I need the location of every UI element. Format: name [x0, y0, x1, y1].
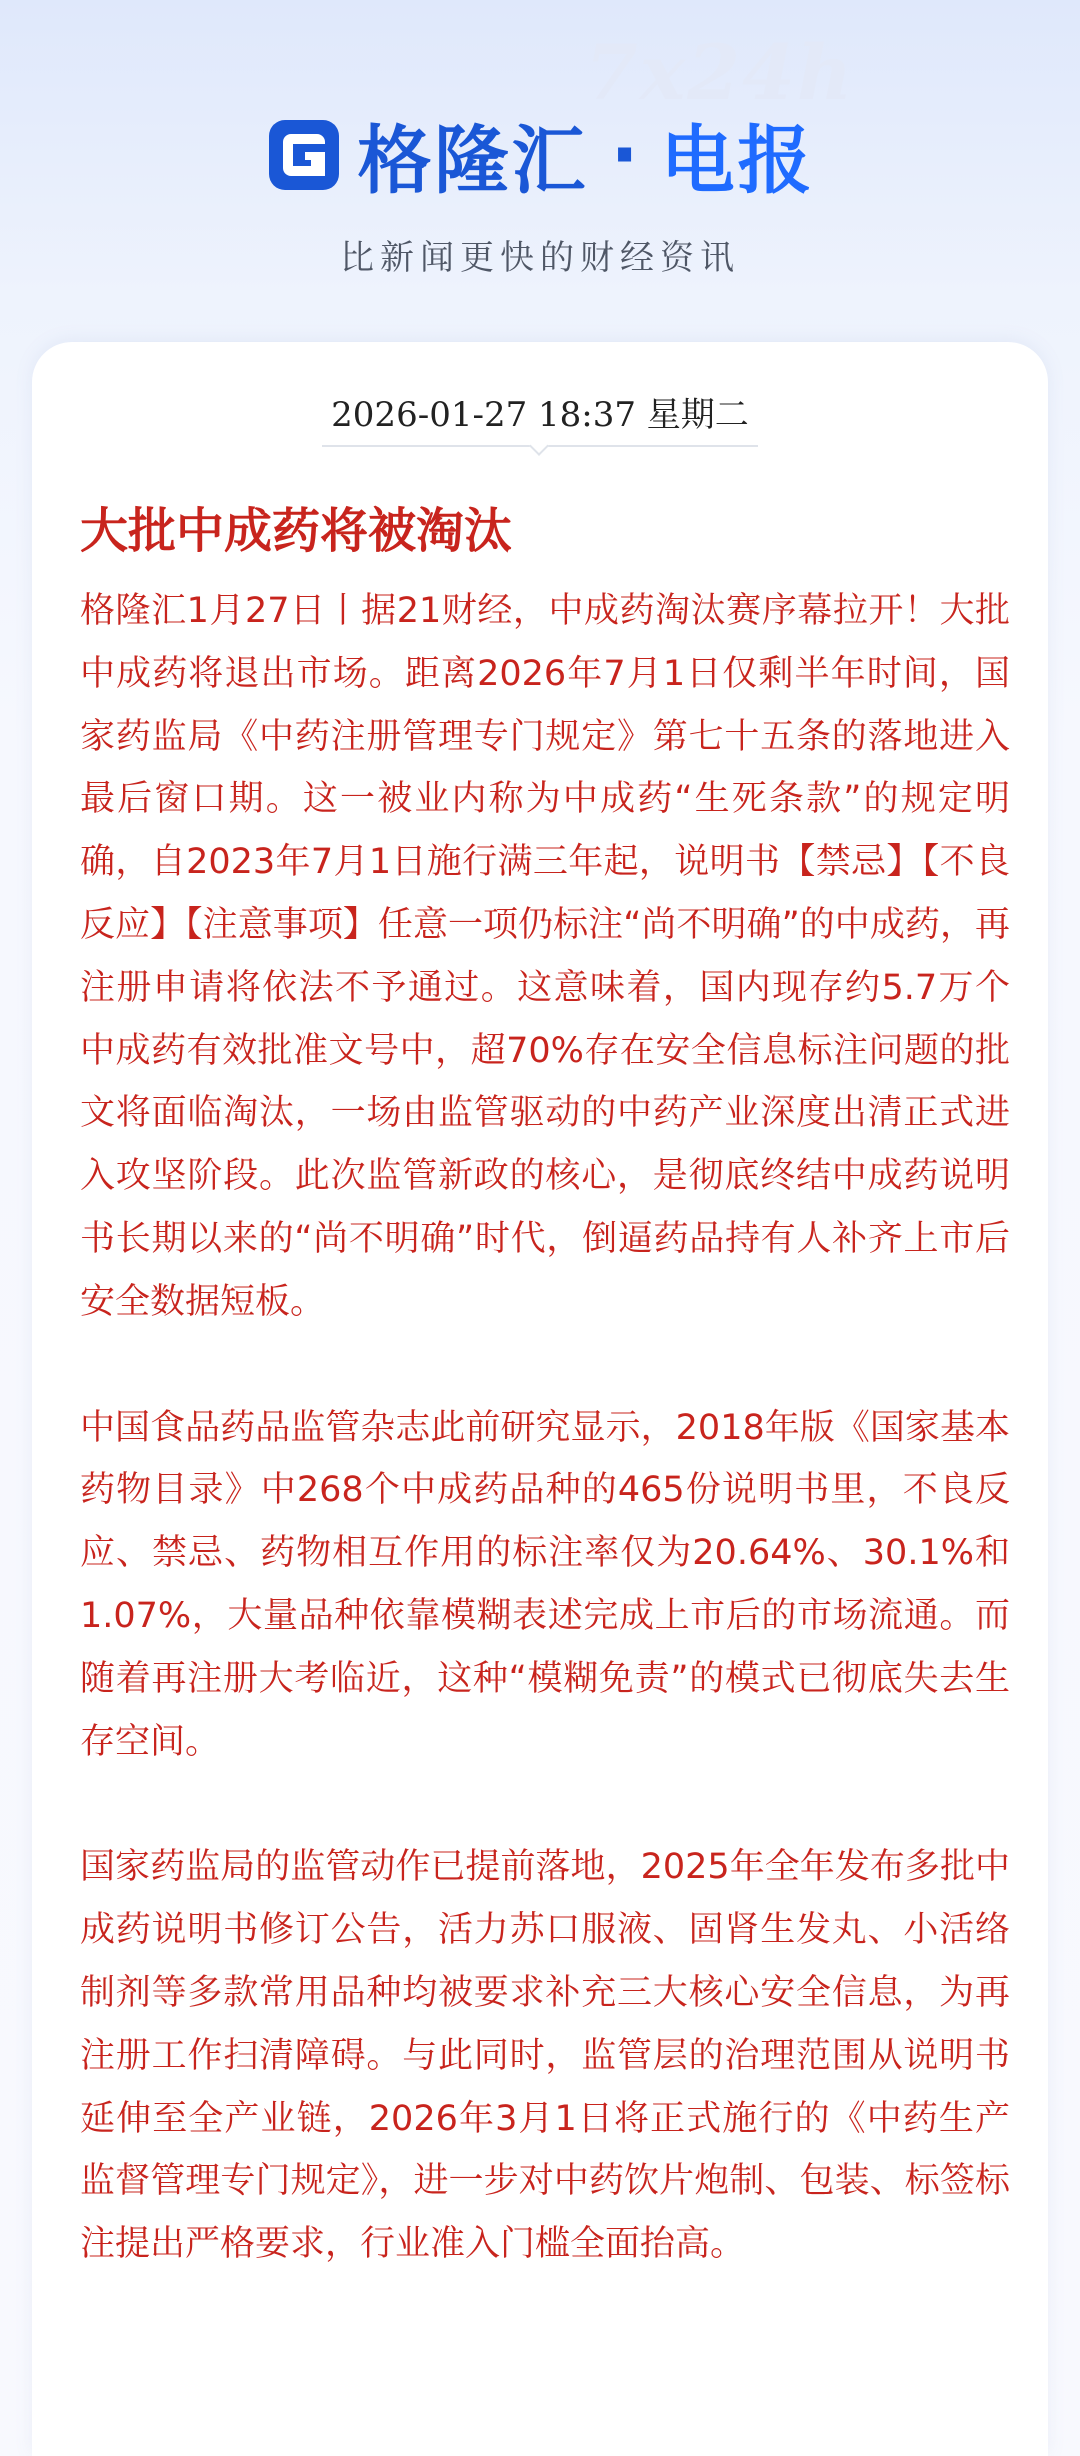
brand-name: 格隆汇: [357, 118, 589, 204]
publish-datetime: 2026-01-27 18:37 星期二: [331, 395, 749, 435]
news-card: [32, 342, 1048, 2456]
brand-logo-icon: [265, 116, 343, 194]
brand-suffix: 电报: [660, 118, 815, 204]
article-body: [80, 580, 1010, 2339]
brand-separator: ·: [610, 112, 639, 198]
article-paragraph: 国家药监局的监管动作已提前落地，2025年全年发布多批中成药说明书修订公告，活力苏口服液、固肾生发丸、小活络制剂等多款常用品种均被要求补充三大核心安全信息，为再注册工作扫清障碍。与此同时，监管层的治理范围从说明书延伸至全产业链，2026年3月1日将正式施行的《中药生产监督管理专门规定》，进一步对中药饮片炮制、包装、标签标注提出严格要求，行业准入门槛全面抬高。: [80, 1847, 1010, 2265]
article-paragraph: 中国食品药品监管杂志此前研究显示，2018年版《国家基本药物目录》中268个中成药品种的465份说明书里，不良反应、禁忌、药物相互作用的标注率仅为20.64%、30.1%和1.07%，大量品种依靠模糊表述完成上市后的市场流通。而随着再注册大考临近，这种“模糊免责”的模式已彻底失去生存空间。: [80, 1407, 1010, 1762]
watermark-text: 7x24h: [585, 28, 855, 117]
article-paragraph: 格隆汇1月27日丨据21财经，中成药淘汰赛序幕拉开！大批中成药将退出市场。距离2026年7月1日仅剩半年时间，国家药监局《中药注册管理专门规定》第七十五条的落地进入最后窗口期。这一被业内称为中成药“生死条款”的规定明确，自2023年7月1日施行满三年起，说明书【禁忌】【不良反应】【注意事项】任意一项仍标注“尚不明确”的中成药，再注册申请将依法不予通过。这意味着，国内现存约5.7万个中成药有效批准文号中，超70%存在安全信息标注问题的批文将面临淘汰，一场由监管驱动的中药产业深度出清正式进入攻坚阶段。此次监管新政的核心，是彻底终结中成药说明书长期以来的“尚不明确”时代，倒逼药品持有人补齐上市后安全数据短板。: [80, 591, 1010, 1322]
brand-header: [0, 100, 1080, 210]
divider-notch: [529, 436, 549, 456]
article-title: 大批中成药将被淘汰: [80, 503, 513, 559]
tagline: 比新闻更快的财经资讯: [340, 238, 740, 278]
